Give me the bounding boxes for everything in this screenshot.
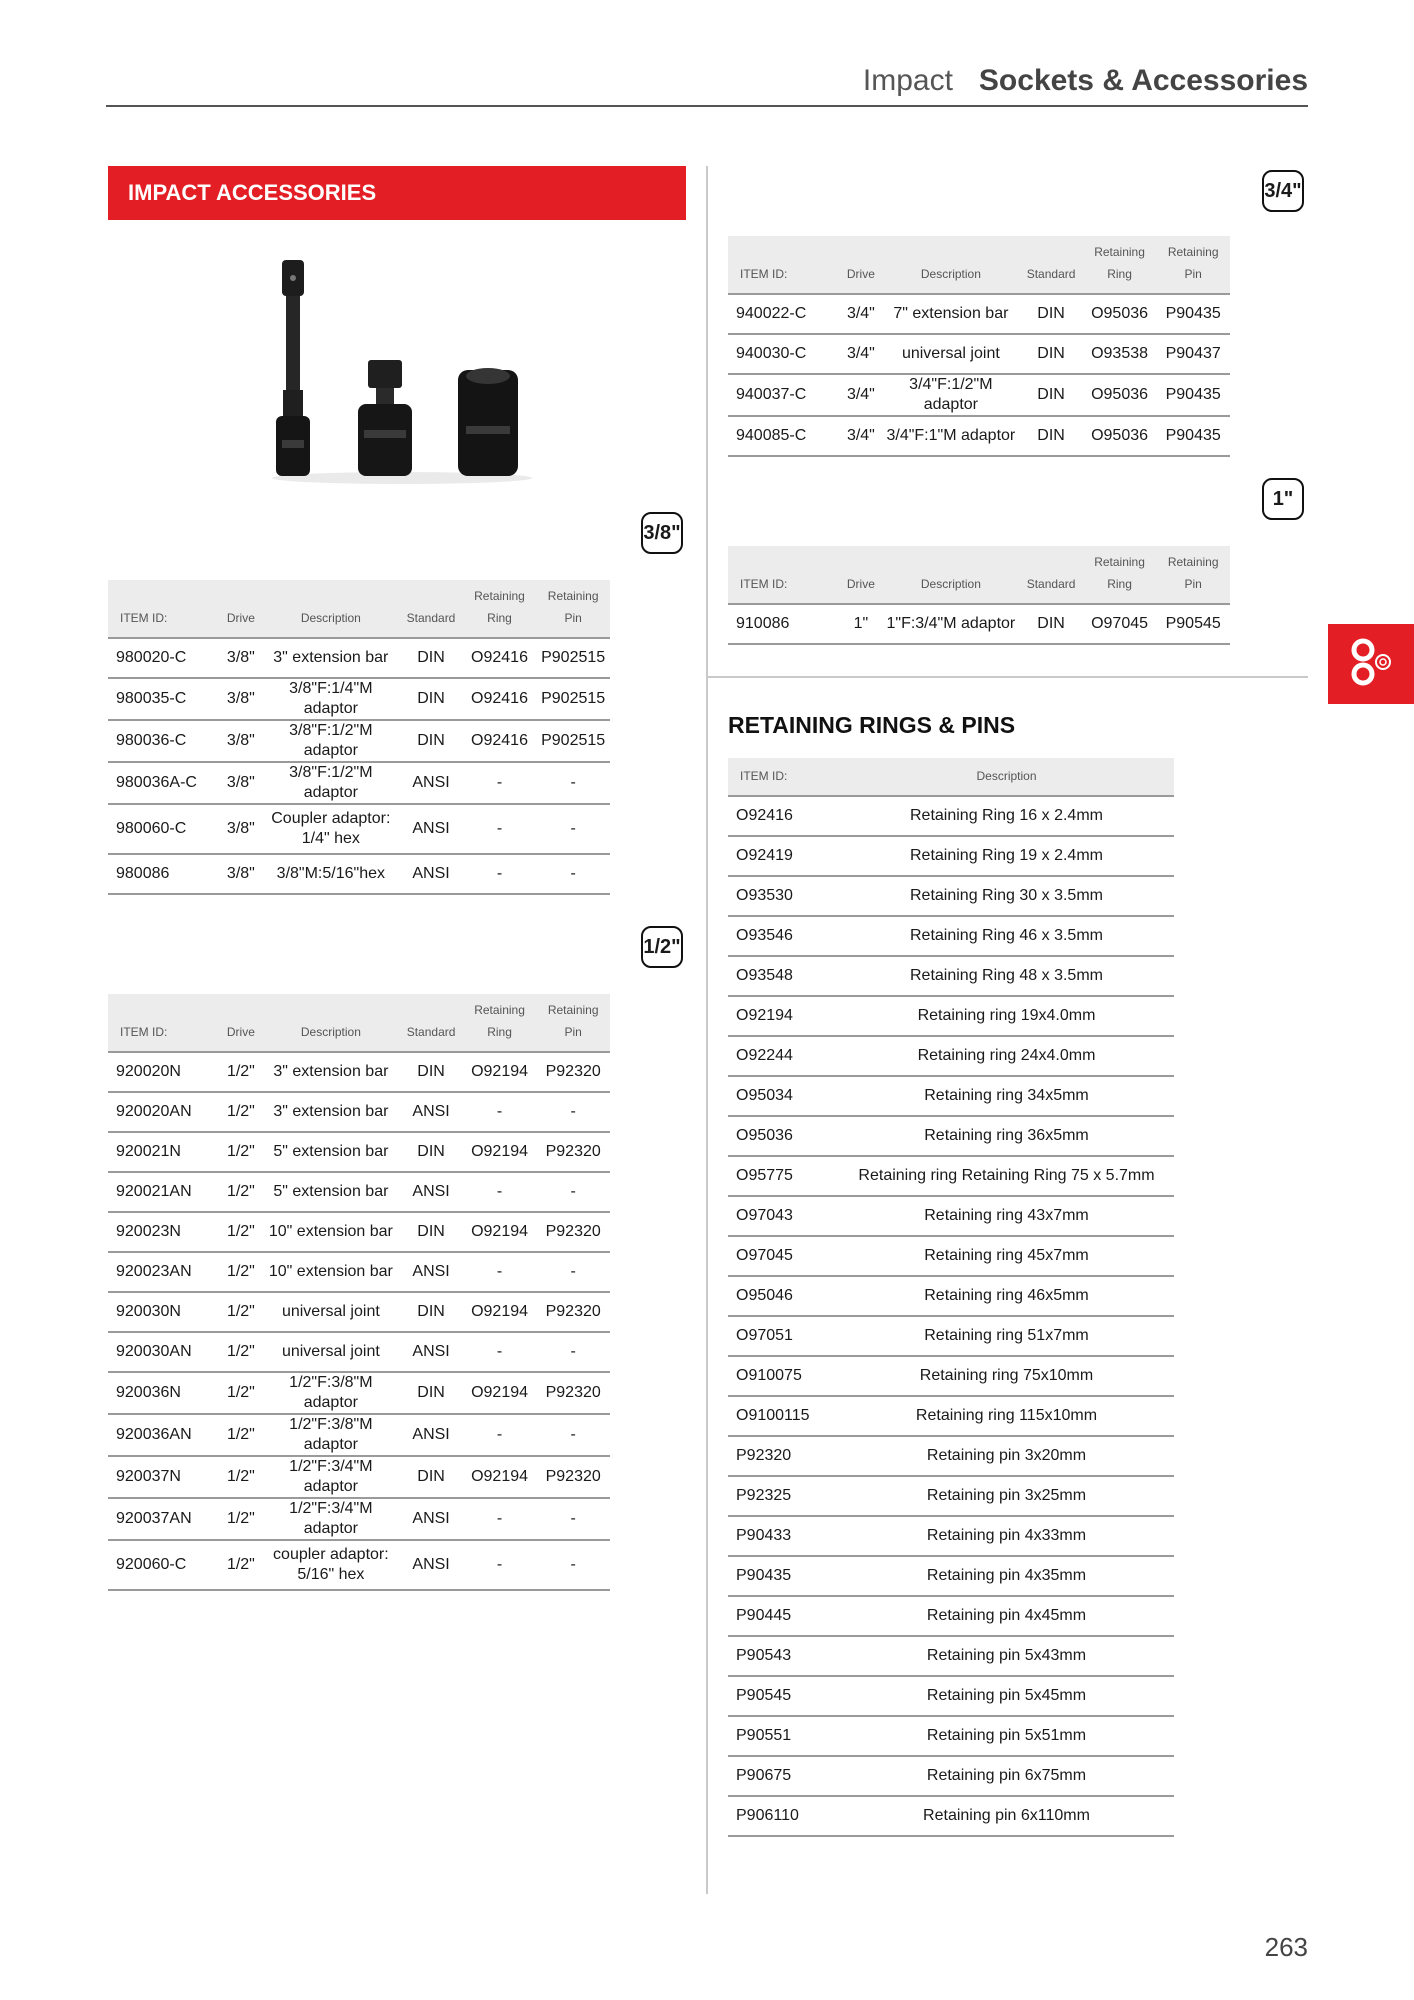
table-cell: 920020N bbox=[108, 1052, 219, 1092]
table-cell: P90435 bbox=[1156, 374, 1230, 416]
table-cell: - bbox=[536, 762, 610, 804]
table-cell: 1/2"F:3/4"M adaptor bbox=[262, 1498, 399, 1540]
section-banner: IMPACT ACCESSORIES bbox=[108, 166, 686, 220]
table-cell: O95036 bbox=[1083, 416, 1157, 456]
table-cell: O92244 bbox=[728, 1036, 839, 1076]
table-row bbox=[728, 1156, 1174, 1196]
col-retaining-ring: Retaining Ring bbox=[463, 580, 537, 638]
page-number: 263 bbox=[1264, 1932, 1308, 1962]
table-cell: 1/2"F:3/4"M adaptor bbox=[262, 1456, 399, 1498]
table-cell: 980086 bbox=[108, 854, 219, 894]
table-cell: 3/8" bbox=[219, 762, 262, 804]
adaptor-image bbox=[358, 360, 412, 476]
column-divider bbox=[706, 166, 708, 1894]
table-cell: - bbox=[536, 804, 610, 854]
table-cell: Retaining Ring 46 x 3.5mm bbox=[839, 916, 1174, 956]
table-row bbox=[108, 1332, 610, 1372]
table-cell: 1"F:3/4"M adaptor bbox=[882, 604, 1019, 644]
table-row bbox=[108, 762, 610, 804]
table-row bbox=[108, 1414, 610, 1456]
table-cell: O910075 bbox=[728, 1356, 839, 1396]
drive-badge-3-8: 3/8" bbox=[641, 512, 683, 554]
table-row bbox=[108, 720, 610, 762]
table-cell: 920030AN bbox=[108, 1332, 219, 1372]
table-cell: 3/8" bbox=[219, 678, 262, 720]
table-cell: 940022-C bbox=[728, 294, 839, 334]
table-cell: 920036N bbox=[108, 1372, 219, 1414]
col-description: Description bbox=[882, 546, 1019, 604]
table-cell: 980036A-C bbox=[108, 762, 219, 804]
table-cell: 1/2"F:3/8"M adaptor bbox=[262, 1372, 399, 1414]
table-cell: O93548 bbox=[728, 956, 839, 996]
table-cell: DIN bbox=[399, 1132, 462, 1172]
table-cell: O92194 bbox=[463, 1456, 537, 1498]
table-row bbox=[728, 1316, 1174, 1356]
table-cell: ANSI bbox=[399, 854, 462, 894]
table-cell: Retaining ring 46x5mm bbox=[839, 1276, 1174, 1316]
table-cell: - bbox=[463, 1092, 537, 1132]
col-retaining-ring: Retaining Ring bbox=[1083, 236, 1157, 294]
table-cell: 3/4"F:1/2"M adaptor bbox=[882, 374, 1019, 416]
table-cell: Retaining Ring 19 x 2.4mm bbox=[839, 836, 1174, 876]
col-item-id: ITEM ID: bbox=[108, 580, 219, 638]
table-cell: DIN bbox=[399, 1052, 462, 1092]
table-cell: 3/8" bbox=[219, 638, 262, 678]
table-cell: O97045 bbox=[1083, 604, 1157, 644]
table-cell: 920037AN bbox=[108, 1498, 219, 1540]
table-cell: P90435 bbox=[1156, 416, 1230, 456]
table-cell: Retaining ring 51x7mm bbox=[839, 1316, 1174, 1356]
table-cell: 920036AN bbox=[108, 1414, 219, 1456]
drive-badge-3-4: 3/4" bbox=[1262, 170, 1304, 212]
table-cell: - bbox=[536, 1252, 610, 1292]
table-cell: 920023N bbox=[108, 1212, 219, 1252]
table-cell: 910086 bbox=[728, 604, 839, 644]
table-cell: 10" extension bar bbox=[262, 1252, 399, 1292]
table-cell: P90675 bbox=[728, 1756, 839, 1796]
table-cell: 5" extension bar bbox=[262, 1132, 399, 1172]
table-cell: Retaining Ring 30 x 3.5mm bbox=[839, 876, 1174, 916]
table-cell: 1/2" bbox=[219, 1332, 262, 1372]
table-cell: 10" extension bar bbox=[262, 1212, 399, 1252]
table-row bbox=[728, 1276, 1174, 1316]
table-row bbox=[108, 1498, 610, 1540]
table-row bbox=[728, 916, 1174, 956]
header-title: Sockets & Accessories bbox=[978, 64, 1308, 97]
table-cell: 1/2" bbox=[219, 1052, 262, 1092]
col-drive: Drive bbox=[839, 236, 882, 294]
table-cell: O92194 bbox=[463, 1052, 537, 1092]
table-cell: P90551 bbox=[728, 1716, 839, 1756]
table-cell: O95036 bbox=[728, 1116, 839, 1156]
table-row bbox=[108, 678, 610, 720]
table-cell: O95046 bbox=[728, 1276, 839, 1316]
table-cell: P902515 bbox=[536, 638, 610, 678]
table-cell: 940085-C bbox=[728, 416, 839, 456]
table-cell: ANSI bbox=[399, 1498, 462, 1540]
table-cell: universal joint bbox=[262, 1292, 399, 1332]
table-row bbox=[728, 1076, 1174, 1116]
table-cell: 1/2"F:3/8"M adaptor bbox=[262, 1414, 399, 1456]
table-cell: Coupler adaptor: 1/4" hex bbox=[262, 804, 399, 854]
col-item-id: ITEM ID: bbox=[108, 994, 219, 1052]
table-cell: P92320 bbox=[536, 1456, 610, 1498]
table-row bbox=[728, 1236, 1174, 1276]
table-row bbox=[108, 1456, 610, 1498]
table-cell: 920060-C bbox=[108, 1540, 219, 1590]
table-cell: - bbox=[536, 1498, 610, 1540]
table-cell: P92325 bbox=[728, 1476, 839, 1516]
table-cell: P90435 bbox=[1156, 294, 1230, 334]
table-cell: 920030N bbox=[108, 1292, 219, 1332]
table-cell: 980020-C bbox=[108, 638, 219, 678]
table-1-2-drive bbox=[108, 994, 610, 1591]
table-row bbox=[728, 1396, 1174, 1436]
table-cell: 980036-C bbox=[108, 720, 219, 762]
table-cell: 3/8" bbox=[219, 804, 262, 854]
table-cell: P902515 bbox=[536, 720, 610, 762]
table-row bbox=[728, 836, 1174, 876]
table-cell: O93546 bbox=[728, 916, 839, 956]
table-3-4-drive bbox=[728, 236, 1230, 457]
table-row bbox=[108, 804, 610, 854]
table-cell: 980035-C bbox=[108, 678, 219, 720]
col-description: Description bbox=[262, 580, 399, 638]
table-cell: 3/8"F:1/2"M adaptor bbox=[262, 762, 399, 804]
table-cell: 3/4" bbox=[839, 416, 882, 456]
table-row bbox=[108, 1172, 610, 1212]
table-cell: O97045 bbox=[728, 1236, 839, 1276]
table-cell: P90545 bbox=[728, 1676, 839, 1716]
table-row bbox=[728, 1556, 1174, 1596]
col-retaining-ring: Retaining Ring bbox=[1083, 546, 1157, 604]
table-cell: P90433 bbox=[728, 1516, 839, 1556]
table-cell: 920021N bbox=[108, 1132, 219, 1172]
table-cell: 1/2" bbox=[219, 1092, 262, 1132]
table-cell: - bbox=[463, 1172, 537, 1212]
col-item-id: ITEM ID: bbox=[728, 546, 839, 604]
table-cell: DIN bbox=[1019, 604, 1082, 644]
table-cell: Retaining pin 4x35mm bbox=[839, 1556, 1174, 1596]
table-cell: DIN bbox=[399, 1372, 462, 1414]
table-row bbox=[728, 876, 1174, 916]
table-cell: - bbox=[536, 1172, 610, 1212]
table-cell: 1/2" bbox=[219, 1292, 262, 1332]
table-cell: Retaining pin 3x20mm bbox=[839, 1436, 1174, 1476]
table-row bbox=[728, 1196, 1174, 1236]
table-cell: Retaining ring 34x5mm bbox=[839, 1076, 1174, 1116]
table-cell: - bbox=[463, 1498, 537, 1540]
extension-bar-image bbox=[276, 260, 310, 476]
table-row bbox=[728, 294, 1230, 334]
table-cell: - bbox=[536, 1414, 610, 1456]
col-retaining-ring: Retaining Ring bbox=[463, 994, 537, 1052]
table-cell: 920037N bbox=[108, 1456, 219, 1498]
section-divider bbox=[706, 676, 1308, 678]
table-cell: Retaining ring 43x7mm bbox=[839, 1196, 1174, 1236]
table-cell: 1/2" bbox=[219, 1540, 262, 1590]
table-cell: O92194 bbox=[463, 1132, 537, 1172]
table-cell: 920023AN bbox=[108, 1252, 219, 1292]
table-cell: - bbox=[463, 1252, 537, 1292]
table-cell: ANSI bbox=[399, 762, 462, 804]
header-category: Impact bbox=[862, 64, 953, 97]
table-cell: - bbox=[463, 1540, 537, 1590]
table-cell: 3/4"F:1"M adaptor bbox=[882, 416, 1019, 456]
table-cell: O92419 bbox=[728, 836, 839, 876]
sockets-icon bbox=[1328, 624, 1414, 704]
table-cell: 3" extension bar bbox=[262, 638, 399, 678]
table-cell: 1" bbox=[839, 604, 882, 644]
table-cell: - bbox=[536, 854, 610, 894]
table-row bbox=[108, 1132, 610, 1172]
section-tab bbox=[1328, 624, 1414, 704]
table-cell: 980060-C bbox=[108, 804, 219, 854]
table-cell: 940037-C bbox=[728, 374, 839, 416]
table-row bbox=[728, 1116, 1174, 1156]
table-cell: 1/2" bbox=[219, 1372, 262, 1414]
table-row bbox=[728, 1596, 1174, 1636]
table-row bbox=[108, 1372, 610, 1414]
table-cell: - bbox=[463, 762, 537, 804]
col-standard: Standard bbox=[1019, 546, 1082, 604]
table-row bbox=[728, 956, 1174, 996]
header-rule bbox=[106, 105, 1308, 107]
table-cell: 3" extension bar bbox=[262, 1092, 399, 1132]
table-cell: 3/8" bbox=[219, 720, 262, 762]
table-row bbox=[108, 1212, 610, 1252]
table-cell: - bbox=[536, 1332, 610, 1372]
table-cell: 3/8"F:1/4"M adaptor bbox=[262, 678, 399, 720]
table-row bbox=[728, 1356, 1174, 1396]
table-cell: Retaining ring 115x10mm bbox=[839, 1396, 1174, 1436]
table-cell: P92320 bbox=[536, 1052, 610, 1092]
page-header bbox=[863, 64, 1308, 98]
table-retaining-rings bbox=[728, 758, 1174, 1837]
table-cell: DIN bbox=[1019, 374, 1082, 416]
table-cell: P92320 bbox=[536, 1372, 610, 1414]
table-cell: DIN bbox=[399, 638, 462, 678]
table-cell: DIN bbox=[399, 678, 462, 720]
table-row bbox=[728, 1676, 1174, 1716]
table-cell: O92416 bbox=[728, 796, 839, 836]
table-cell: ANSI bbox=[399, 1252, 462, 1292]
table-row bbox=[108, 854, 610, 894]
table-cell: ANSI bbox=[399, 804, 462, 854]
table-cell: DIN bbox=[1019, 294, 1082, 334]
table-cell: O92416 bbox=[463, 720, 537, 762]
table-cell: P92320 bbox=[536, 1292, 610, 1332]
table-row bbox=[108, 1092, 610, 1132]
socket-image bbox=[458, 368, 518, 476]
col-standard: Standard bbox=[1019, 236, 1082, 294]
table-cell: 3/4" bbox=[839, 334, 882, 374]
table-cell: - bbox=[463, 854, 537, 894]
table-cell: 940030-C bbox=[728, 334, 839, 374]
table-cell: universal joint bbox=[262, 1332, 399, 1372]
table-cell: O92194 bbox=[463, 1292, 537, 1332]
col-retaining-pin: Retaining Pin bbox=[536, 580, 610, 638]
table-cell: O95034 bbox=[728, 1076, 839, 1116]
table-cell: DIN bbox=[1019, 334, 1082, 374]
table-cell: O92416 bbox=[463, 678, 537, 720]
table-cell: O92194 bbox=[728, 996, 839, 1036]
table-cell: 920021AN bbox=[108, 1172, 219, 1212]
table-cell: 3" extension bar bbox=[262, 1052, 399, 1092]
table-row bbox=[728, 334, 1230, 374]
table-cell: 5" extension bar bbox=[262, 1172, 399, 1212]
table-cell: DIN bbox=[1019, 416, 1082, 456]
table-row bbox=[728, 996, 1174, 1036]
table-cell: P92320 bbox=[536, 1212, 610, 1252]
table-cell: P92320 bbox=[536, 1132, 610, 1172]
col-retaining-pin: Retaining Pin bbox=[1156, 546, 1230, 604]
col-drive: Drive bbox=[219, 580, 262, 638]
table-cell: O9100115 bbox=[728, 1396, 839, 1436]
table-cell: coupler adaptor: 5/16" hex bbox=[262, 1540, 399, 1590]
col-standard: Standard bbox=[399, 994, 462, 1052]
table-cell: 1/2" bbox=[219, 1212, 262, 1252]
table-cell: Retaining ring 24x4.0mm bbox=[839, 1036, 1174, 1076]
table-row bbox=[728, 1636, 1174, 1676]
table-row bbox=[728, 604, 1230, 644]
table-row bbox=[108, 638, 610, 678]
table-row bbox=[728, 1796, 1174, 1836]
table-cell: 7" extension bar bbox=[882, 294, 1019, 334]
table-cell: P902515 bbox=[536, 678, 610, 720]
table-cell: O95036 bbox=[1083, 374, 1157, 416]
table-cell: 3/8"M:5/16"hex bbox=[262, 854, 399, 894]
table-cell: Retaining pin 5x51mm bbox=[839, 1716, 1174, 1756]
table-cell: Retaining pin 6x75mm bbox=[839, 1756, 1174, 1796]
table-cell: 3/4" bbox=[839, 294, 882, 334]
table-cell: P90445 bbox=[728, 1596, 839, 1636]
table-cell: ANSI bbox=[399, 1332, 462, 1372]
table-cell: P90437 bbox=[1156, 334, 1230, 374]
table-row bbox=[728, 416, 1230, 456]
table-cell: O95036 bbox=[1083, 294, 1157, 334]
table-cell: 1/2" bbox=[219, 1252, 262, 1292]
table-cell: Retaining pin 3x25mm bbox=[839, 1476, 1174, 1516]
table-cell: ANSI bbox=[399, 1092, 462, 1132]
rings-section-title: RETAINING RINGS & PINS bbox=[728, 712, 1016, 738]
table-cell: - bbox=[536, 1540, 610, 1590]
col-item-id: ITEM ID: bbox=[728, 758, 839, 796]
product-photo bbox=[262, 250, 542, 490]
col-description: Description bbox=[882, 236, 1019, 294]
table-cell: Retaining Ring 48 x 3.5mm bbox=[839, 956, 1174, 996]
table-cell: - bbox=[463, 1332, 537, 1372]
table-cell: Retaining ring 19x4.0mm bbox=[839, 996, 1174, 1036]
table-cell: 920020AN bbox=[108, 1092, 219, 1132]
table-cell: 1/2" bbox=[219, 1172, 262, 1212]
table-cell: 3/4" bbox=[839, 374, 882, 416]
table-cell: 3/8"F:1/2"M adaptor bbox=[262, 720, 399, 762]
table-cell: 1/2" bbox=[219, 1132, 262, 1172]
table-cell: O93538 bbox=[1083, 334, 1157, 374]
table-cell: P90543 bbox=[728, 1636, 839, 1676]
table-cell: ANSI bbox=[399, 1414, 462, 1456]
table-cell: Retaining ring 75x10mm bbox=[839, 1356, 1174, 1396]
table-row bbox=[728, 1476, 1174, 1516]
col-description: Description bbox=[839, 758, 1174, 796]
table-cell: ANSI bbox=[399, 1172, 462, 1212]
table-row bbox=[728, 1756, 1174, 1796]
table-cell: - bbox=[463, 804, 537, 854]
table-cell: Retaining pin 5x43mm bbox=[839, 1636, 1174, 1676]
table-cell: Retaining ring 36x5mm bbox=[839, 1116, 1174, 1156]
table-cell: 1/2" bbox=[219, 1456, 262, 1498]
table-cell: universal joint bbox=[882, 334, 1019, 374]
table-cell: Retaining ring Retaining Ring 75 x 5.7mm bbox=[839, 1156, 1174, 1196]
table-row bbox=[108, 1252, 610, 1292]
table-row bbox=[728, 1036, 1174, 1076]
table-cell: O93530 bbox=[728, 876, 839, 916]
table-row bbox=[728, 796, 1174, 836]
table-cell: Retaining ring 45x7mm bbox=[839, 1236, 1174, 1276]
table-row bbox=[108, 1052, 610, 1092]
col-retaining-pin: Retaining Pin bbox=[1156, 236, 1230, 294]
col-drive: Drive bbox=[219, 994, 262, 1052]
col-description: Description bbox=[262, 994, 399, 1052]
table-cell: O92416 bbox=[463, 638, 537, 678]
col-drive: Drive bbox=[839, 546, 882, 604]
table-cell: O97043 bbox=[728, 1196, 839, 1236]
table-cell: 3/8" bbox=[219, 854, 262, 894]
table-cell: 1/2" bbox=[219, 1498, 262, 1540]
table-cell: Retaining pin 4x45mm bbox=[839, 1596, 1174, 1636]
table-cell: O95775 bbox=[728, 1156, 839, 1196]
drive-badge-1: 1" bbox=[1262, 478, 1304, 520]
table-cell: - bbox=[463, 1414, 537, 1456]
table-1-drive bbox=[728, 546, 1230, 645]
table-row bbox=[108, 1540, 610, 1590]
table-cell: DIN bbox=[399, 1292, 462, 1332]
table-cell: - bbox=[536, 1092, 610, 1132]
table-cell: O97051 bbox=[728, 1316, 839, 1356]
table-cell: Retaining pin 4x33mm bbox=[839, 1516, 1174, 1556]
table-cell: P90435 bbox=[728, 1556, 839, 1596]
table-cell: DIN bbox=[399, 720, 462, 762]
table-row bbox=[728, 1436, 1174, 1476]
table-3-8-drive bbox=[108, 580, 610, 895]
table-cell: O92194 bbox=[463, 1212, 537, 1252]
col-retaining-pin: Retaining Pin bbox=[536, 994, 610, 1052]
col-standard: Standard bbox=[399, 580, 462, 638]
table-cell: DIN bbox=[399, 1456, 462, 1498]
table-cell: P906110 bbox=[728, 1796, 839, 1836]
table-cell: O92194 bbox=[463, 1372, 537, 1414]
table-row bbox=[728, 374, 1230, 416]
table-cell: Retaining pin 6x110mm bbox=[839, 1796, 1174, 1836]
table-cell: P90545 bbox=[1156, 604, 1230, 644]
table-row bbox=[108, 1292, 610, 1332]
table-row bbox=[728, 1516, 1174, 1556]
table-cell: Retaining pin 5x45mm bbox=[839, 1676, 1174, 1716]
table-cell: ANSI bbox=[399, 1540, 462, 1590]
table-cell: 1/2" bbox=[219, 1414, 262, 1456]
table-cell: DIN bbox=[399, 1212, 462, 1252]
table-row bbox=[728, 1716, 1174, 1756]
table-cell: P92320 bbox=[728, 1436, 839, 1476]
drive-badge-1-2: 1/2" bbox=[641, 926, 683, 968]
table-cell: Retaining Ring 16 x 2.4mm bbox=[839, 796, 1174, 836]
col-item-id: ITEM ID: bbox=[728, 236, 839, 294]
